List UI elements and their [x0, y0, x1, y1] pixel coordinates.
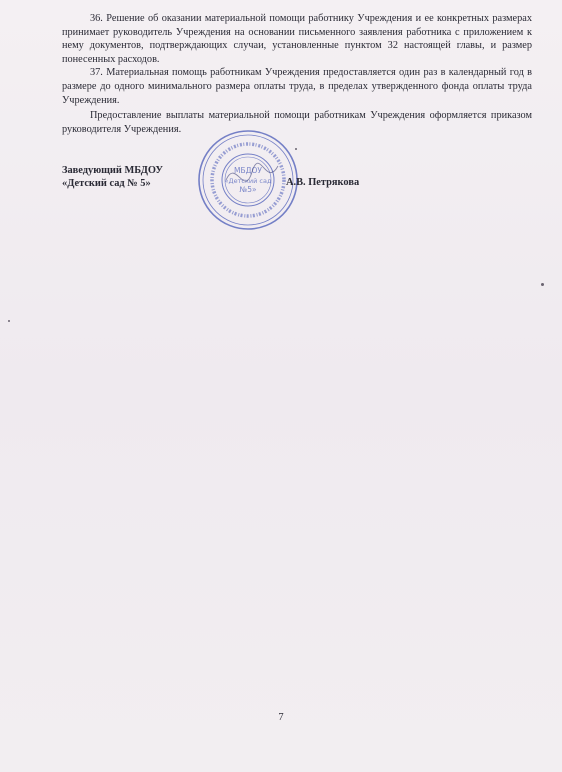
position-line-1: Заведующий МБДОУ	[62, 165, 164, 176]
body-text	[62, 12, 532, 136]
scan-speck	[8, 320, 10, 322]
signatory-name: А.В. Петрякова	[286, 177, 360, 188]
paragraph-36: 36. Решение об оказании материальной помощи работнику Учреждения и ее конкретных размерах принимает руководитель Учреждения на основании письменного заявления работника с приложением к нему документов, подтверждающих случаи, установленные пунктом 32 настоящей главы, и размер понесенных расходов.	[62, 13, 532, 65]
page-number: 7	[278, 712, 284, 723]
scan-speck	[541, 283, 544, 286]
svg-text:№5»: №5»	[239, 185, 257, 194]
position-line-2: «Детский сад № 5»	[62, 178, 151, 189]
scan-speck	[295, 148, 297, 150]
paragraph-37: 37. Материальная помощь работникам Учреждения предоставляется один раз в календарный год в размере до одного минимального размера оплаты труда, в пределах утвержденного фонда оплаты труда Учреждения.	[62, 67, 532, 106]
paragraph-order: Предоставление выплаты материальной помощи работникам Учреждения оформляется приказом руководителя Учреждения.	[62, 110, 532, 135]
official-stamp	[196, 128, 300, 232]
svg-text:«Детский сад: «Детский сад	[224, 177, 272, 185]
svg-text:МБДОУ: МБДОУ	[234, 166, 262, 175]
signatory-position	[62, 164, 163, 190]
